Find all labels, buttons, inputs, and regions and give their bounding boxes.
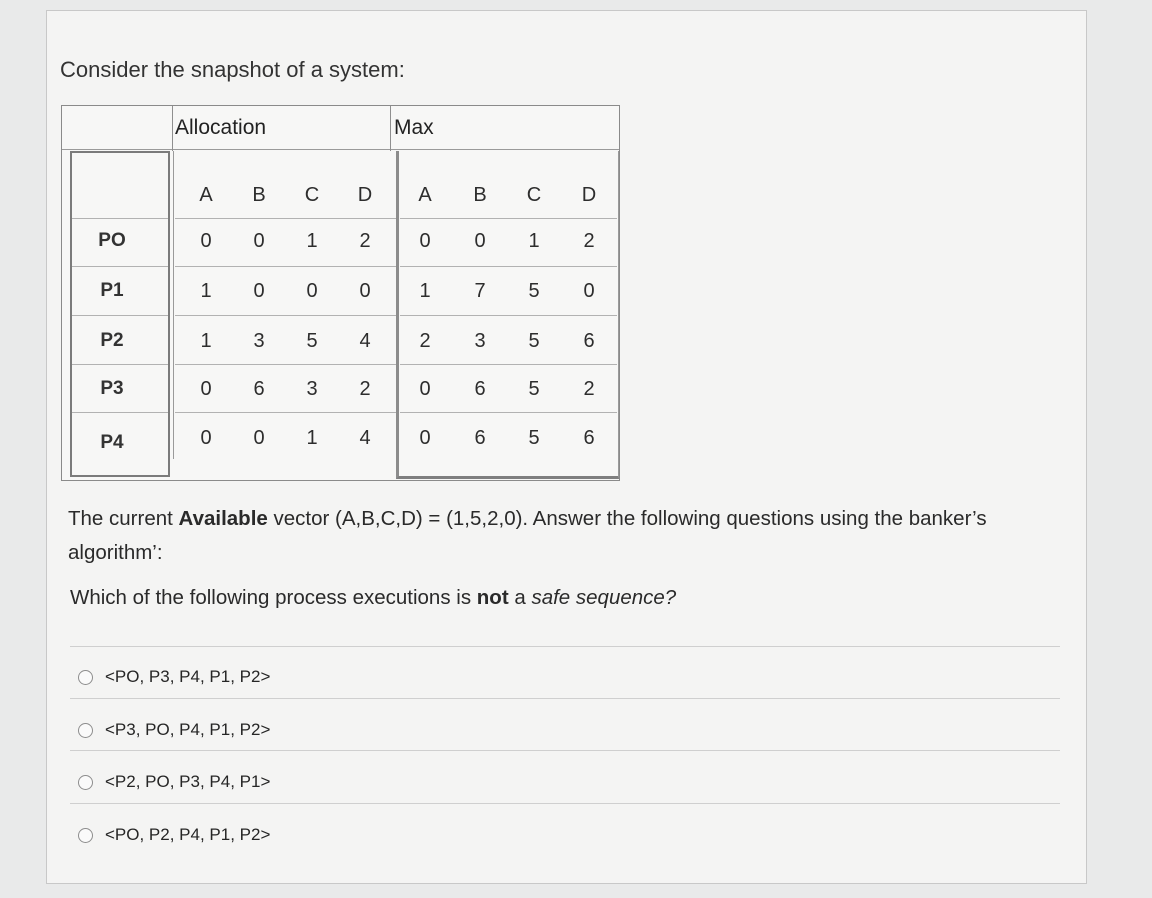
divider xyxy=(70,803,1060,804)
max-cell: 0 xyxy=(583,280,595,302)
desc-bold: Available xyxy=(178,507,268,530)
process-label: P4 xyxy=(100,432,124,453)
row-divider xyxy=(72,266,168,267)
row-divider xyxy=(400,315,617,316)
allocation-col-header: B xyxy=(252,184,266,206)
max-cell: 6 xyxy=(474,427,486,449)
max-cell: 0 xyxy=(419,230,431,252)
allocation-cell: 0 xyxy=(253,280,265,302)
divider xyxy=(390,106,391,151)
process-label: P1 xyxy=(100,280,124,301)
max-cell: 6 xyxy=(583,427,595,449)
allocation-cell: 0 xyxy=(253,427,265,449)
max-cell: 3 xyxy=(474,330,486,352)
radio-button[interactable] xyxy=(78,670,93,685)
allocation-cell: 4 xyxy=(359,330,371,352)
max-col-header: B xyxy=(473,184,487,206)
option-label: <P3, PO, P4, P1, P2> xyxy=(105,720,271,739)
allocation-cell: 0 xyxy=(306,280,318,302)
available-description xyxy=(68,502,1068,570)
table-group-header xyxy=(62,106,619,150)
radio-button[interactable] xyxy=(78,828,93,843)
allocation-col-header: C xyxy=(304,184,320,206)
row-divider xyxy=(175,266,396,267)
allocation-cell: 1 xyxy=(200,330,212,352)
max-cell: 7 xyxy=(474,280,486,302)
max-cell: 1 xyxy=(419,280,431,302)
option-label: <P2, PO, P3, P4, P1> xyxy=(105,772,271,791)
max-cell: 5 xyxy=(528,378,540,400)
max-cell: 2 xyxy=(583,378,595,400)
answer-option[interactable] xyxy=(78,820,270,850)
allocation-col-header: D xyxy=(357,184,373,206)
allocation-cell: 2 xyxy=(359,230,371,252)
row-divider xyxy=(400,412,617,413)
question-text xyxy=(70,586,676,610)
row-divider xyxy=(175,218,396,219)
desc-text-2: vector (A,B,C,D) = (1,5,2,0). Answer the following questions using the banker’s algorithm’: xyxy=(68,507,987,564)
question-bold: not xyxy=(476,586,509,609)
allocation-cell: 1 xyxy=(200,280,212,302)
question-italic: safe sequence? xyxy=(531,586,677,609)
question-part: Which of the following process executions is xyxy=(70,586,477,609)
max-header: Max xyxy=(394,116,434,139)
process-column xyxy=(70,151,170,477)
allocation-cell: 1 xyxy=(306,230,318,252)
max-cell: 0 xyxy=(419,427,431,449)
allocation-cell: 4 xyxy=(359,427,371,449)
intro-text: Consider the snapshot of a system: xyxy=(60,57,405,82)
desc-text: The current xyxy=(68,507,179,530)
divider xyxy=(70,750,1060,751)
resource-table xyxy=(61,105,620,481)
allocation-cell: 0 xyxy=(359,280,371,302)
row-divider xyxy=(72,218,168,219)
max-cell: 6 xyxy=(583,330,595,352)
question-part-2: a xyxy=(508,586,532,609)
row-divider xyxy=(72,412,168,413)
max-cell: 5 xyxy=(528,280,540,302)
max-cell: 5 xyxy=(528,330,540,352)
divider xyxy=(70,646,1060,647)
divider xyxy=(70,698,1060,699)
allocation-cell: 0 xyxy=(200,230,212,252)
allocation-cell: 5 xyxy=(306,330,318,352)
row-divider xyxy=(72,315,168,316)
answer-option[interactable] xyxy=(78,662,270,692)
option-label: <PO, P2, P4, P1, P2> xyxy=(105,825,271,844)
radio-button[interactable] xyxy=(78,723,93,738)
answer-option[interactable] xyxy=(78,715,270,745)
allocation-cell: 2 xyxy=(359,378,371,400)
row-divider xyxy=(72,364,168,365)
process-label: P3 xyxy=(100,378,124,399)
max-cell: 1 xyxy=(528,230,540,252)
allocation-cell: 3 xyxy=(253,330,265,352)
allocation-cell: 0 xyxy=(253,230,265,252)
radio-button[interactable] xyxy=(78,775,93,790)
allocation-col-header: A xyxy=(199,184,213,206)
row-divider xyxy=(400,364,617,365)
allocation-cell: 0 xyxy=(200,378,212,400)
max-cell: 5 xyxy=(528,427,540,449)
row-divider xyxy=(400,218,617,219)
max-col-header: A xyxy=(418,184,432,206)
allocation-cell: 0 xyxy=(200,427,212,449)
allocation-cell: 6 xyxy=(253,378,265,400)
allocation-cell: 3 xyxy=(306,378,318,400)
allocation-header: Allocation xyxy=(175,116,267,139)
divider xyxy=(172,106,173,151)
option-label: <PO, P3, P4, P1, P2> xyxy=(105,667,271,686)
max-cell: 6 xyxy=(474,378,486,400)
max-cell: 0 xyxy=(419,378,431,400)
max-cell: 0 xyxy=(474,230,486,252)
row-divider xyxy=(400,266,617,267)
allocation-cell: 1 xyxy=(306,427,318,449)
max-col-header: D xyxy=(581,184,597,206)
process-label: P2 xyxy=(100,330,124,351)
max-cell: 2 xyxy=(419,330,431,352)
max-col-header: C xyxy=(526,184,542,206)
max-cell: 2 xyxy=(583,230,595,252)
row-divider xyxy=(175,412,396,413)
row-divider xyxy=(175,364,396,365)
answer-option[interactable] xyxy=(78,767,270,797)
process-label: PO xyxy=(98,230,126,251)
row-divider xyxy=(175,315,396,316)
